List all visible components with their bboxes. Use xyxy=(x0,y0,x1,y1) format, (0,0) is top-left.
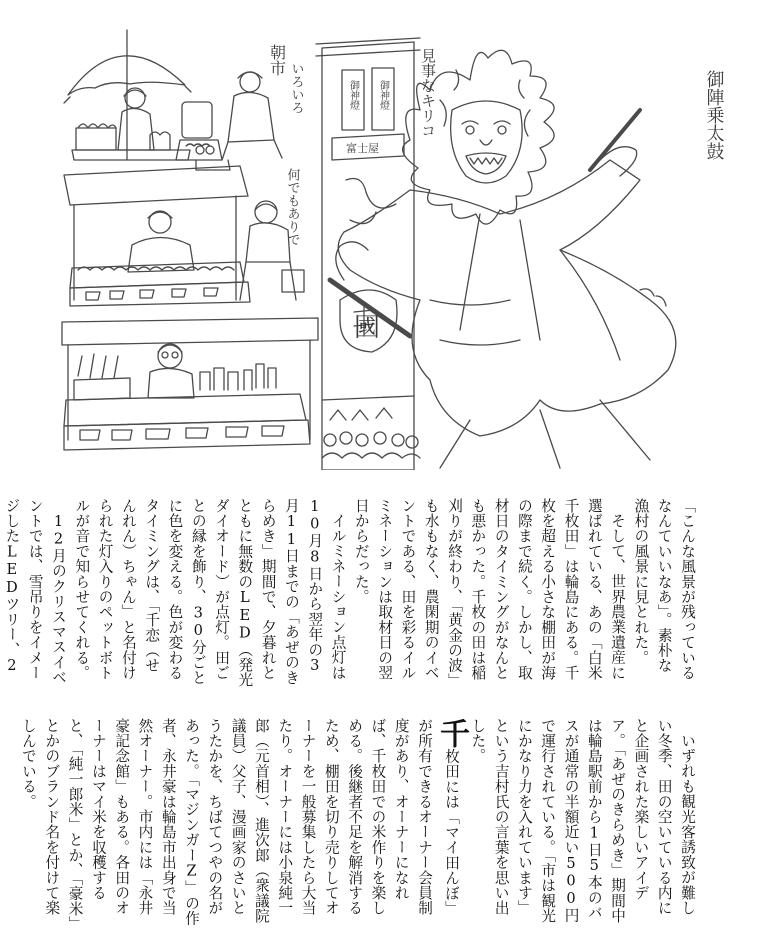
kiriko-banner-3: 富士屋 xyxy=(346,142,379,155)
market-seated-vendor xyxy=(176,72,282,170)
label-iroiro: いろいろ xyxy=(288,62,304,114)
label-nandemo: 何でもありで xyxy=(284,168,300,246)
dropcap-paragraph-text: 枚田には「マイ田んぼ」が所有できるオーナー会員制度があり、オーナーになれば、千枚田での米作りを楽しめる。後継者不足を解消するため、棚田を切り売りしてオーナーを一般募集したら大当たり。オーナーには小泉純一郎（元首相）、進次郎（衆議院議員）父子、漫画家のさいとうたかを、ちばてつやの名があった。「マジンガーZ」の作者、永井豪は輪島市出身で当然オーナー。市内には「永井豪記念館」もある。各田のオーナーはマイ米を収穫すると、「純一郎米」とか、「豪米」とかのブランド名を付けて楽しんでいる。 xyxy=(19,718,461,926)
paragraph: 12月のクリスマスイベントでは、雪吊りをイメージしたLEDツリー、2 xyxy=(3,498,67,685)
kiriko-lantern-tower xyxy=(316,38,420,470)
dropcap: 千 xyxy=(434,718,470,749)
paragraph: いずれも観光客誘致が難しい冬季、田の空いている内にと企画された楽しいアイデア。「あぜのきらめき」期間中は輪島駅前から1日5本のバスが通常の半額近い500円で運行されている。「市は観光にかなり力を入れています」という吉村氏の言葉を思い出した。 xyxy=(469,718,696,924)
market-bottom-stall xyxy=(62,318,318,450)
article-lower-block xyxy=(17,718,699,930)
dropcap-paragraph xyxy=(17,718,470,930)
paragraph: 「こんな風景が残っているなんていいなあ」。素朴な漁村の風景に見とれた。 xyxy=(632,498,696,681)
paragraph: イルミネーション点灯は10月8日から翌年の3月11日までの「あぜのきらめき」期間で、夕暮れとともに無数のLED（発光ダイオード）が点灯。田ごとの縁を飾り、30分ごとに色を変える。色が変わるタイミングは、「千恋（せんれん）ちゃん」と名付けられた灯入りのペットボトルが音で知らせてくれる。 xyxy=(73,498,347,688)
article-upper-block xyxy=(0,498,699,688)
market-middle-stall xyxy=(64,166,304,306)
paragraph: そして、世界農業遺産に選ばれている、あの「白米千枚田」は輪島にある。千枚を超える小さな棚田が海の際まで続く。しかし、取材日のタイミングがなんとも悪かった。千枚の田は稲刈りが終わり、「黄金の波」も水もなく、農閑期のイベントである、田を彩るイルミネーションは取材日の翌日からだった。 xyxy=(352,498,627,681)
label-asaichi: 朝市 xyxy=(267,44,287,76)
label-taiko: 御陣乗太鼓 xyxy=(703,70,725,160)
gojinjo-drummer xyxy=(330,50,676,468)
kiriko-banner-kanji: 國 xyxy=(354,313,381,343)
kiriko-banner-2: 御神燈 xyxy=(377,80,389,110)
kiriko-banner-1: 御神燈 xyxy=(347,80,359,110)
label-kiriko: 見事なキリコ xyxy=(419,48,437,138)
market-umbrella-stall xyxy=(64,30,191,160)
